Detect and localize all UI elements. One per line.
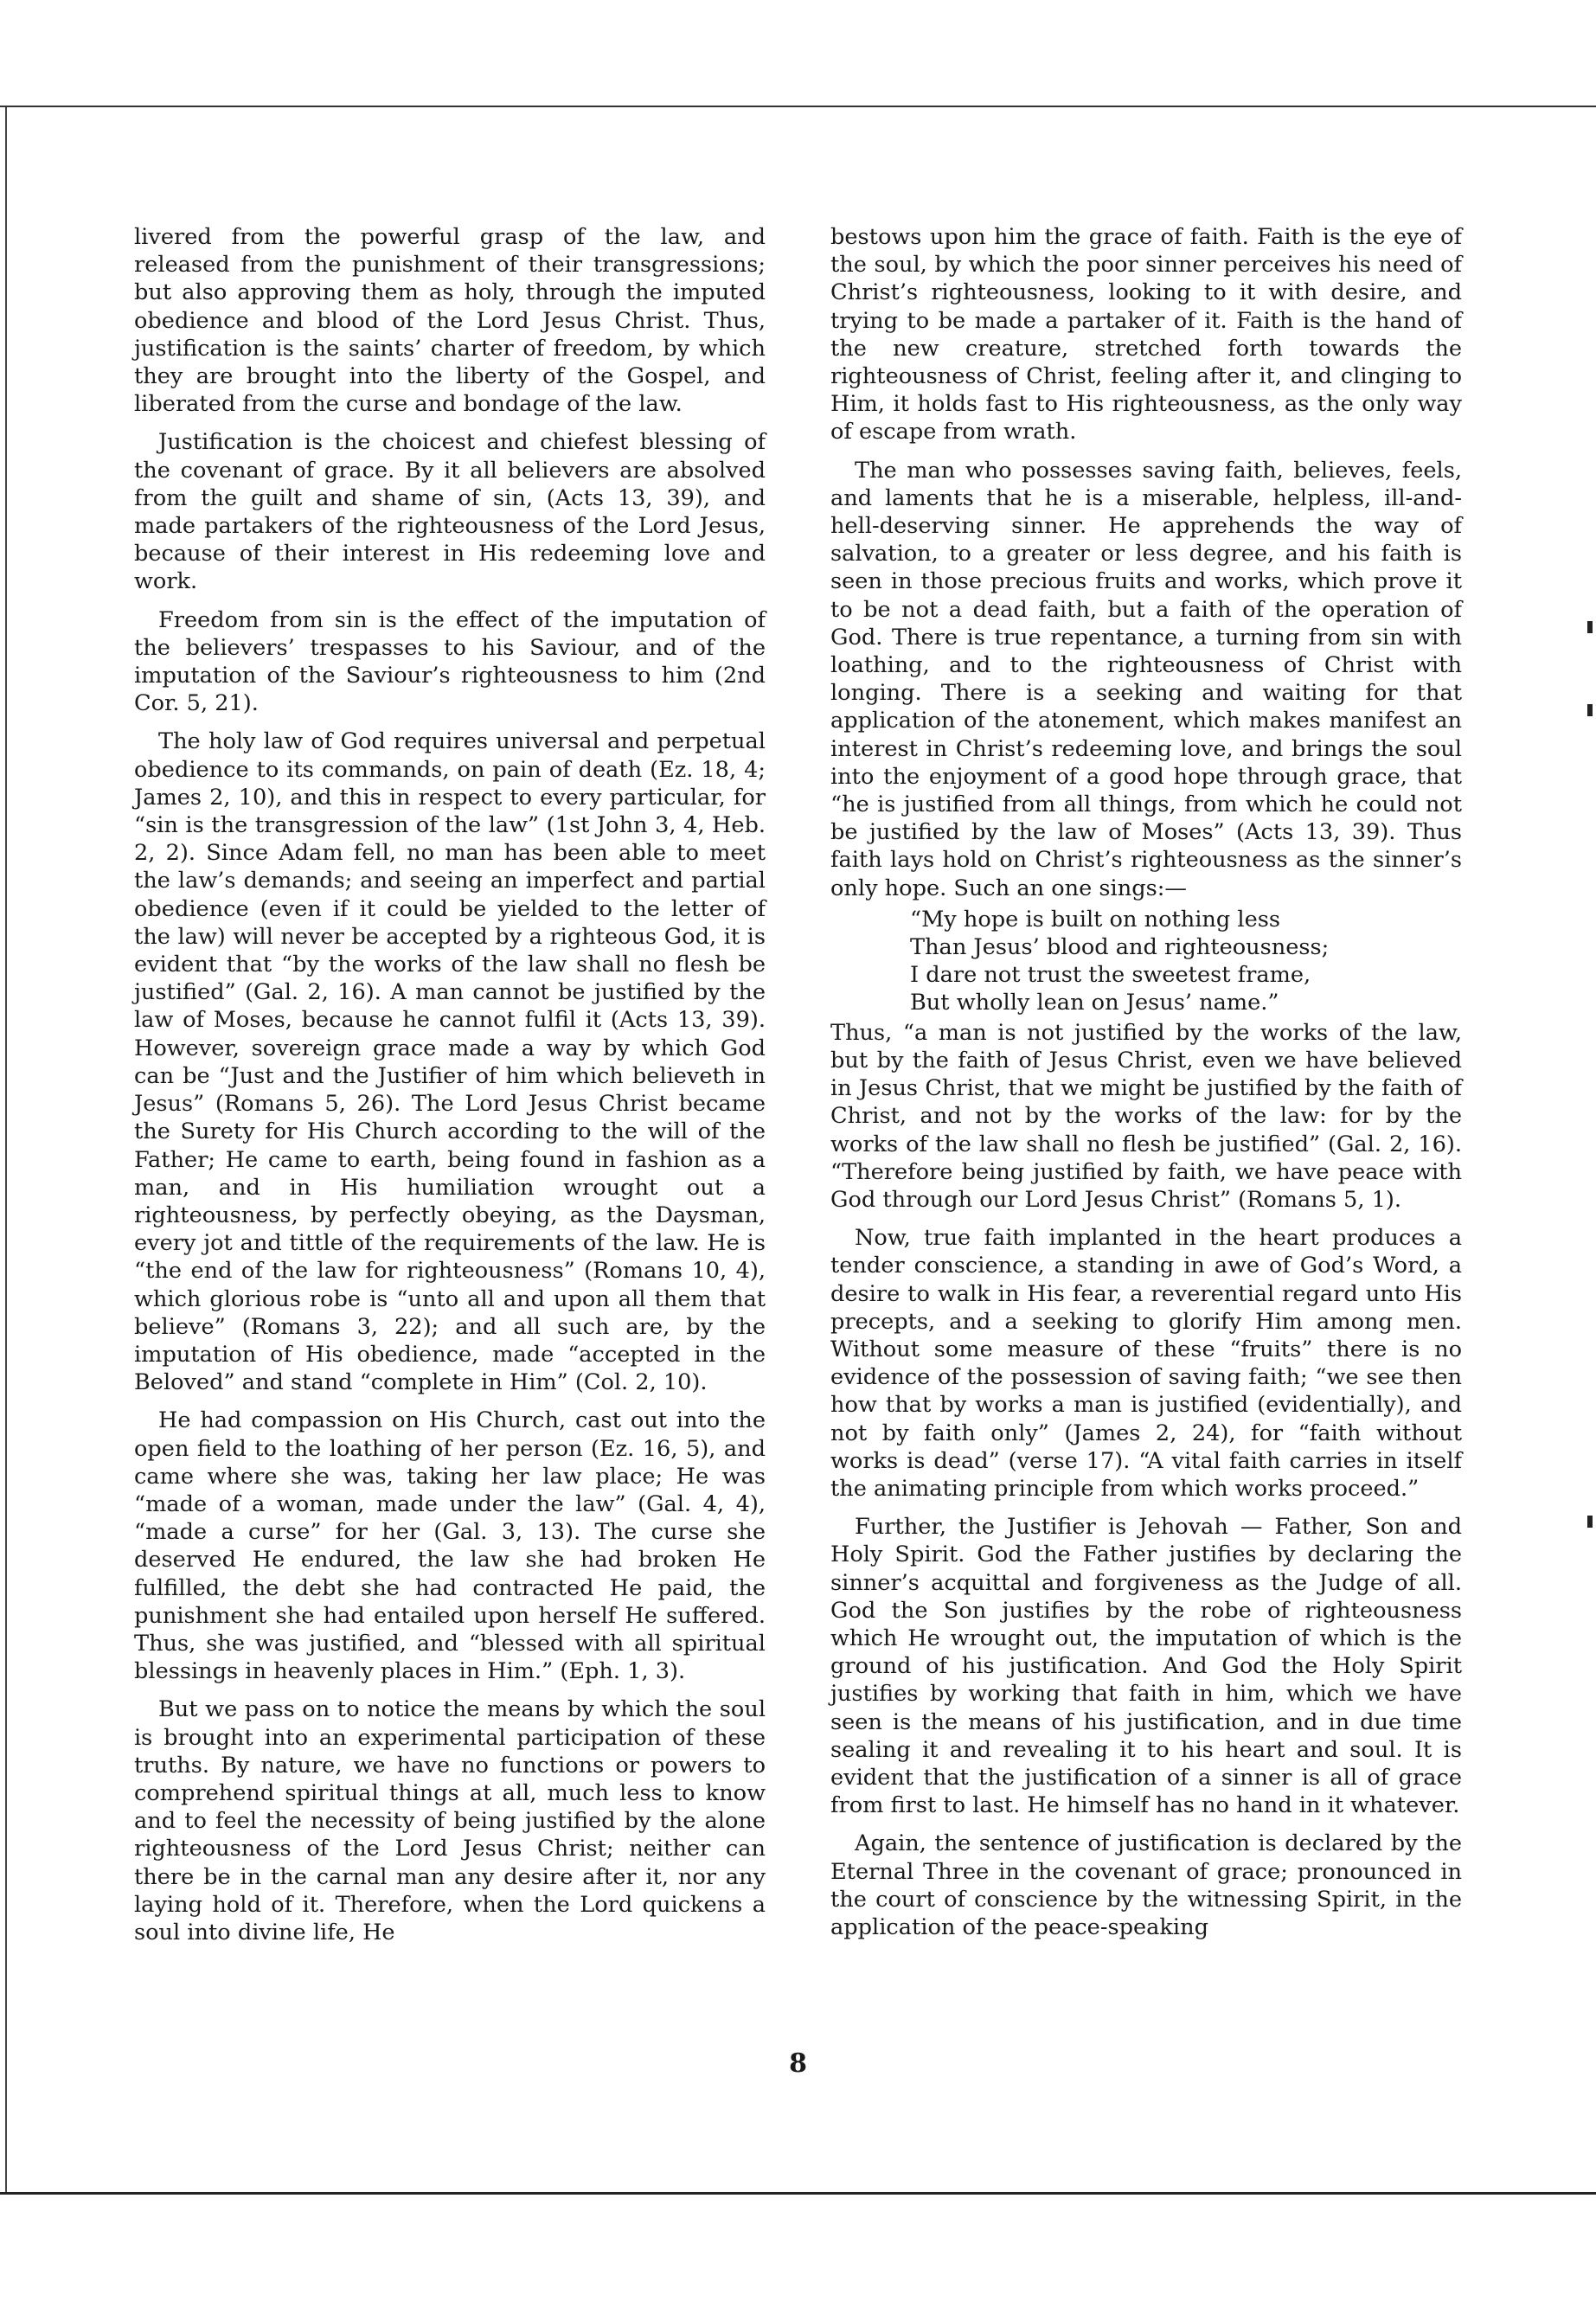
paragraph: Again, the sentence of justification is declared by the Eternal Three in the covenant of grace; pronounced in the court of conscience by the witnessing Spirit, in the application of the peace-speaking [830, 1830, 1462, 1940]
right-column [830, 223, 1462, 1952]
paragraph: But we pass on to notice the means by which the soul is brought into an experimental participation of these truths. By nature, we have no functions or powers to comprehend spiritual things at all, much less to know and to feel the necessity of being justified by the alone righteousness of the Lord Jesus Christ; neither can there be in the carnal man any desire after it, nor any laying hold of it. Therefore, when the Lord quickens a soul into divine life, He [134, 1696, 766, 1945]
page-number: 8 [789, 2048, 807, 2079]
hymn-line: Than Jesus’ blood and righteousness; [910, 934, 1330, 961]
paragraph: Further, the Justifier is Jehovah — Father, Son and Holy Spirit. God the Father justifies by declaring the sinner’s acquittal and forgiveness as the Judge of all. God the Son justifies by the robe of righteousness which He wrought out, the imputation of which is the ground of his justification. And God the Holy Spirit justifies by working that faith in him, which we have seen is the means of his justification, and in due time sealing it and revealing it to his heart and soul. It is evident that the justification of a sinner is all of grace from first to last. He himself has no hand in it whatever. [830, 1514, 1462, 1819]
edge-mark [1587, 621, 1593, 633]
hymn-line: “My hope is built on nothing less [910, 906, 1281, 933]
paragraph: Now, true faith implanted in the heart produces a tender conscience, a standing in awe of God’s Word, a desire to walk in His fear, a reverential regard unto His precepts, and a seeking to glorify Him among men. Without some measure of these “fruits” there is no evidence of the possession of saving faith; “we see then how that by works a man is justified (evidentially), and not by faith only” (James 2, 24), for “faith without works is dead” (verse 17). “A vital faith carries in itself the animating principle from which works proceed.” [830, 1225, 1462, 1502]
top-border-rule [0, 106, 1596, 107]
paragraph: Freedom from sin is the effect of the imputation of the believers’ trespasses to his Saviour, and of the imputation of the Saviour’s righteousness to him (2nd Cor. 5, 21). [134, 606, 766, 717]
hymn-line: I dare not trust the sweetest frame, [910, 962, 1311, 989]
edge-mark [1587, 704, 1593, 716]
edge-mark [1587, 1516, 1593, 1528]
paragraph: The holy law of God requires universal and perpetual obedience to its commands, on pain of death (Ez. 18, 4; James 2, 10), and this in respect to every particular, for “sin is the transgression of the law” (1st John 3, 4, Heb. 2, 2). Since Adam fell, no man has been able to meet the law’s demands; and seeing an imperfect and partial obedience (even if it could be yielded to the letter of the law) will never be accepted by a righteous God, it is evident that “by the works of the law shall no flesh be justified” (Gal. 2, 16). A man cannot be justified by the law of Moses, because he cannot fulfil it (Acts 13, 39). However, sovereign grace made a way by which God can be “Just and the Justifier of him which believeth in Jesus” (Romans 5, 26). The Lord Jesus Christ became the Surety for His Church according to the will of the Father; He came to earth, being found in fashion as a man, and in His humiliation wrought out a righteousness, by perfectly obeying, as the Daysman, every jot and tittle of the requirements of the law. He is “the end of the law for righteousness” (Romans 10, 4), which glorious robe is “unto all and upon all them that believe” (Romans 3, 22); and all such are, by the imputation of His obedience, made “accepted in the Beloved” and stand “complete in Him” (Col. 2, 10). [134, 728, 766, 1396]
paragraph: Justification is the choicest and chiefest blessing of the covenant of grace. By it all believers are absolved from the guilt and shame of sin, (Acts 13, 39), and made partakers of the righteousness of the Lord Jesus, because of their interest in His redeeming love and work. [134, 429, 766, 595]
paragraph: bestows upon him the grace of faith. Faith is the eye of the soul, by which the poor sinner perceives his need of Christ’s righteousness, looking to it with desire, and trying to be made a partaker of it. Faith is the hand of the new creature, stretched forth towards the righteousness of Christ, feeling after it, and clinging to Him, it holds fast to His righteousness, as the only way of escape from wrath. [830, 224, 1462, 445]
left-border-rule [5, 107, 7, 2194]
paragraph: He had compassion on His Church, cast out into the open field to the loathing of her person (Ez. 16, 5), and came where she was, taking her law place; He was “made of a woman, made under the law” (Gal. 4, 4), “made a curse” for her (Gal. 3, 13). The curse she deserved He endured, the law she had broken He fulfilled, the debt she had contracted He paid, the punishment she had entailed upon herself He suffered. Thus, she was justified, and “blessed with all spiritual blessings in heavenly places in Him.” (Eph. 1, 3). [134, 1407, 766, 1685]
bottom-border-rule [0, 2192, 1596, 2195]
paragraph: The man who possesses saving faith, believes, feels, and laments that he is a miserable, helpless, ill-and-hell-deserving sinner. He apprehends the way of salvation, to a greater or less degree, and his faith is seen in those precious fruits and works, which prove it to be not a dead faith, but a faith of the operation of God. There is true repentance, a turning from sin with loathing, and to the righteousness of Christ with longing. There is a seeking and waiting for that application of the atonement, which makes manifest an interest in Christ’s redeeming love, and brings the soul into the enjoyment of a good hope through grace, that “he is justified from all things, from which he could not be justified by the law of Moses” (Acts 13, 39). Thus faith lays hold on Christ’s righteousness as the sinner’s only hope. Such an one sings:— [830, 457, 1462, 901]
hymn-line: But wholly lean on Jesus’ name.” [910, 990, 1279, 1016]
paragraph: livered from the powerful grasp of the law, and released from the punishment of their transgressions; but also approving them as holy, through the imputed obedience and blood of the Lord Jesus Christ. Thus, justification is the saints’ charter of freedom, by which they are brought into the liberty of the Gospel, and liberated from the curse and bondage of the law. [134, 224, 766, 418]
hymn-quote [910, 906, 1462, 1017]
left-column [134, 223, 766, 1957]
paragraph: Thus, “a man is not justified by the works of the law, but by the faith of Jesus Christ, even we have believed in Jesus Christ, that we might be justified by the faith of Christ, and not by the works of the law: for by the works of the law shall no flesh be justified” (Gal. 2, 16). “Therefore being justified by faith, we have peace with God through our Lord Jesus Christ” (Romans 5, 1). [830, 1019, 1462, 1213]
